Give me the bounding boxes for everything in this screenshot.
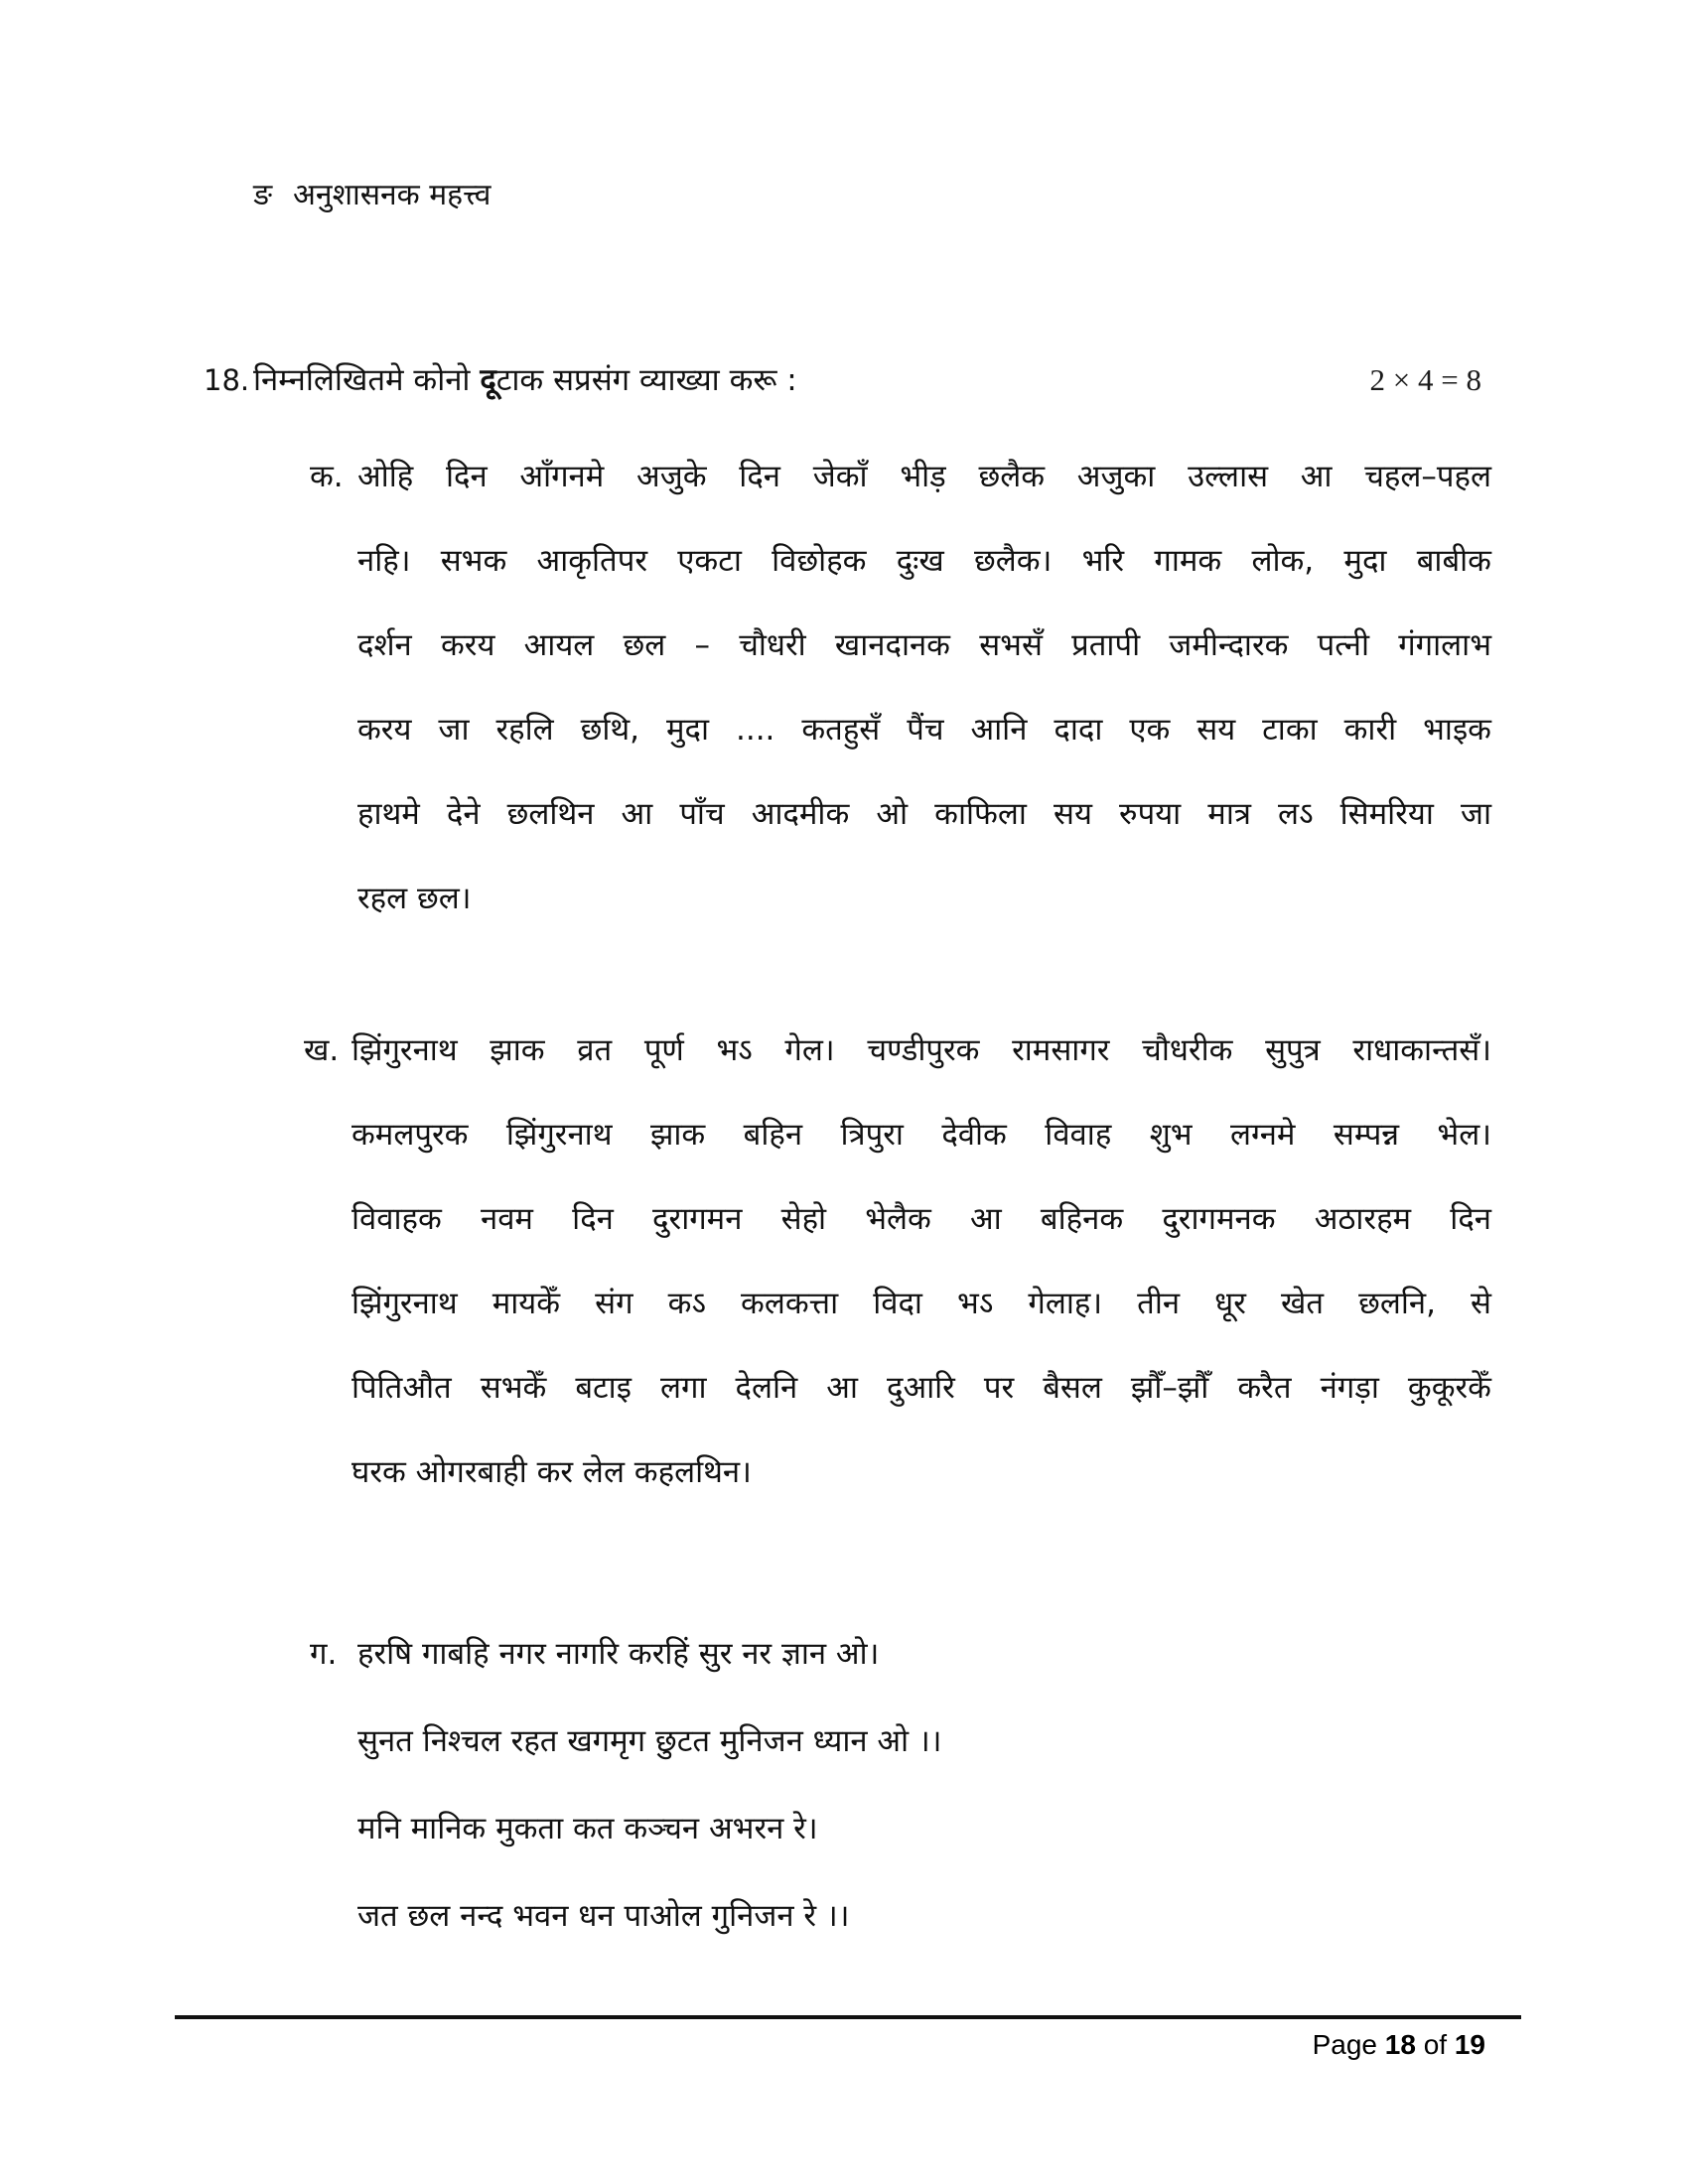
text-line: घरक ओगरबाही कर लेल कहलथिन। [352,1454,752,1490]
list-item-label: ङ [253,178,273,212]
question-number: 18. [204,363,250,397]
question-text-after: टाक सप्रसंग व्याख्या करू : [495,362,797,398]
answer-part-ga [310,1610,1491,1960]
part-text [352,1009,1491,1515]
question-18 [204,349,1489,411]
answer-part-kha [304,1009,1491,1515]
part-text [357,435,1491,941]
text-line: रहल छल। [357,881,472,916]
verse-line: हरषि गाबहि नगर नागरि करहिं सुर नर ज्ञान ओ। [357,1636,880,1672]
footer-total-pages: 19 [1454,2029,1485,2060]
footer-page-number: 18 [1384,2029,1416,2060]
text-line: ओहि दिन आँगनमे अजुके दिन जेकाँ भीड़ छलैक अजुका उल्लास आ चहल–पहल [357,459,1491,494]
text-line: करय जा रहलि छथि, मुदा .... कतहुसँ पैंच आनि दादा एक सय टाका कारी भाइक [357,712,1491,748]
text-line: विवाहक नवम दिन दुरागमन सेहो भेलैक आ बहिनक दुरागमनक अठारहम दिन [352,1201,1491,1237]
part-text [357,1610,1491,1960]
part-label: ख. [304,1032,340,1068]
question-text-before: निम्नलिखितमे कोनो [253,362,481,398]
text-line: नहि। सभक आकृतिपर एकटा विछोहक दुःख छलैक। भरि गामक लोक, मुदा बाबीक [357,543,1491,579]
text-line: हाथमे देने छलथिन आ पाँच आदमीक ओ काफिला सय रुपया मात्र लऽ सिमरिया जा [357,796,1491,832]
question-marks: 2 × 4 = 8 [1369,362,1481,397]
verse-line: जत छल नन्द भवन धन पाओल गुनिजन रे ।। [357,1898,850,1934]
answer-part-ka [310,435,1491,941]
text-line: झिंगुरनाथ मायकेँ संग कऽ कलकत्ता विदा भऽ गेलाह। तीन धूर खेत छलनि, से [352,1286,1491,1321]
page-number-footer [175,2027,1485,2063]
footer-divider [175,2015,1521,2019]
text-line: दर्शन करय आयल छल – चौधरी खानदानक सभसँ प्रतापी जमीन्दारक पत्नी गंगालाभ [357,627,1491,663]
part-label: क. [310,459,344,494]
verse-line: सुनत निश्चल रहत खगमृग छुटत मुनिजन ध्यान ओ ।। [357,1723,942,1759]
part-label: ग. [310,1636,338,1672]
footer-page-label: Page [1312,2029,1385,2060]
footer-of-label: of [1415,2029,1455,2060]
text-line: झिंगुरनाथ झाक व्रत पूर्ण भऽ गेल। चण्डीपुरक रामसागर चौधरीक सुपुत्र राधाकान्तसँ। [352,1032,1491,1068]
list-item-text: अनुशासनक महत्त्व [293,178,492,212]
list-item-nga [253,171,491,220]
text-line: पितिऔत सभकेँ बटाइ लगा देलनि आ दुआरि पर बैसल झौँ–झौँ करैत नंगड़ा कुकूरकेँ [352,1370,1491,1406]
question-text-bold: दू [480,362,496,398]
text-line: कमलपुरक झिंगुरनाथ झाक बहिन त्रिपुरा देवीक विवाह शुभ लग्नमे सम्पन्न भेल। [352,1117,1491,1153]
verse-line: मनि मानिक मुकता कत कञ्चन अभरन रे। [357,1811,818,1846]
